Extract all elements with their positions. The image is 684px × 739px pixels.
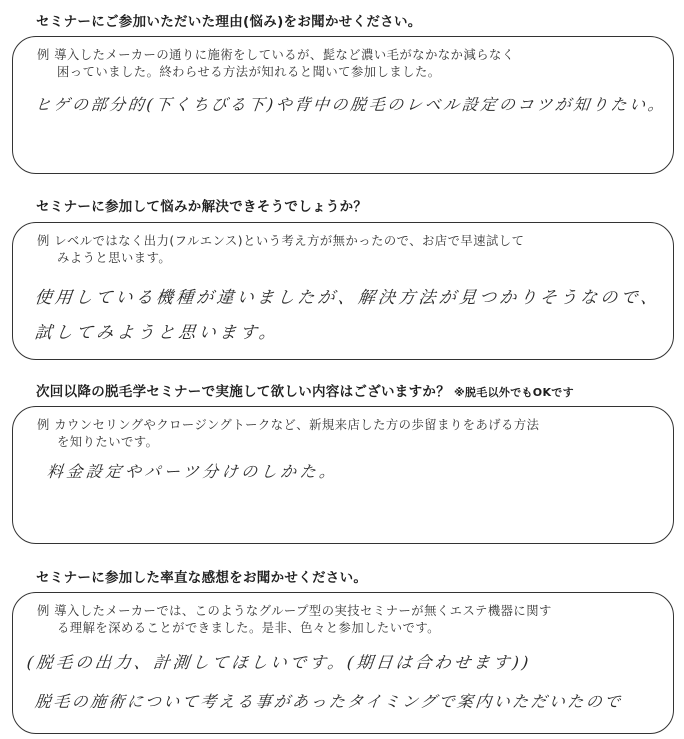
handwritten-answer-2-line-1: 使用している機種が違いましたが、解決方法が見つかりそうなので、 [33,288,662,308]
handwritten-answer-3-line-1: 料金設定やパーツ分けのしかた。 [45,462,340,481]
example-3-line-2: を知りたいです。 [57,435,159,449]
handwritten-answer-2-line-2: 試してみようと思います。 [33,323,281,343]
example-text-2 [37,233,524,267]
question-3 [36,380,574,400]
handwritten-answer-1-line-1: ヒゲの部分的(下くちびる下)や背中の脱毛のレベル設定のコツが知りたい。 [33,95,668,114]
example-4-line-1: 例 導入したメーカーでは、このようなグループ型の実技セミナーが無くエステ機器に関す [37,604,552,618]
question-4: セミナーに参加した率直な感想をお聞かせください。 [36,570,368,586]
handwritten-answer-4-line-1: (脱毛の出力、計測してほしいです。(期日は合わせます)) [25,653,533,672]
example-text-3 [37,417,539,451]
example-text-4 [37,603,552,637]
question-2: セミナーに参加して悩みか解決できそうでしょうか？ [36,199,368,215]
question-3-text: 次回以降の脱毛学セミナーで実施して欲しい内容はございますか？ [36,384,450,400]
example-2-line-2: みようと思います。 [57,251,172,265]
example-1-line-2: 困っていました。終わらせる方法が知れると聞いて参加しました。 [57,65,441,79]
handwritten-answer-4-line-2: 脱毛の施術について考える事があったタイミングで案内いただいたので [33,692,624,711]
example-4-line-2: る理解を深めることができました。是非、色々と参加したいです。 [57,621,440,635]
question-1: セミナーにご参加いただいた理由(悩み)をお聞かせください。 [36,14,422,30]
answer-box-1[interactable] [12,36,674,174]
question-3-note: ※脱毛以外でもOKです [454,386,574,399]
example-1-line-1: 例 導入したメーカーの通りに施術をしているが、髭など濃い毛がなかなか減らなく [37,48,515,62]
example-2-line-1: 例 レベルではなく出力(フルエンス)という考え方が無かったので、お店で早速試して [37,234,525,248]
example-text-1 [37,47,515,81]
example-3-line-1: 例 カウンセリングやクロージングトークなど、新規来店した方の歩留まりをあげる方法 [37,418,540,432]
answer-box-2[interactable] [12,222,674,360]
answer-box-3[interactable] [12,406,674,544]
answer-box-4[interactable] [12,592,674,734]
